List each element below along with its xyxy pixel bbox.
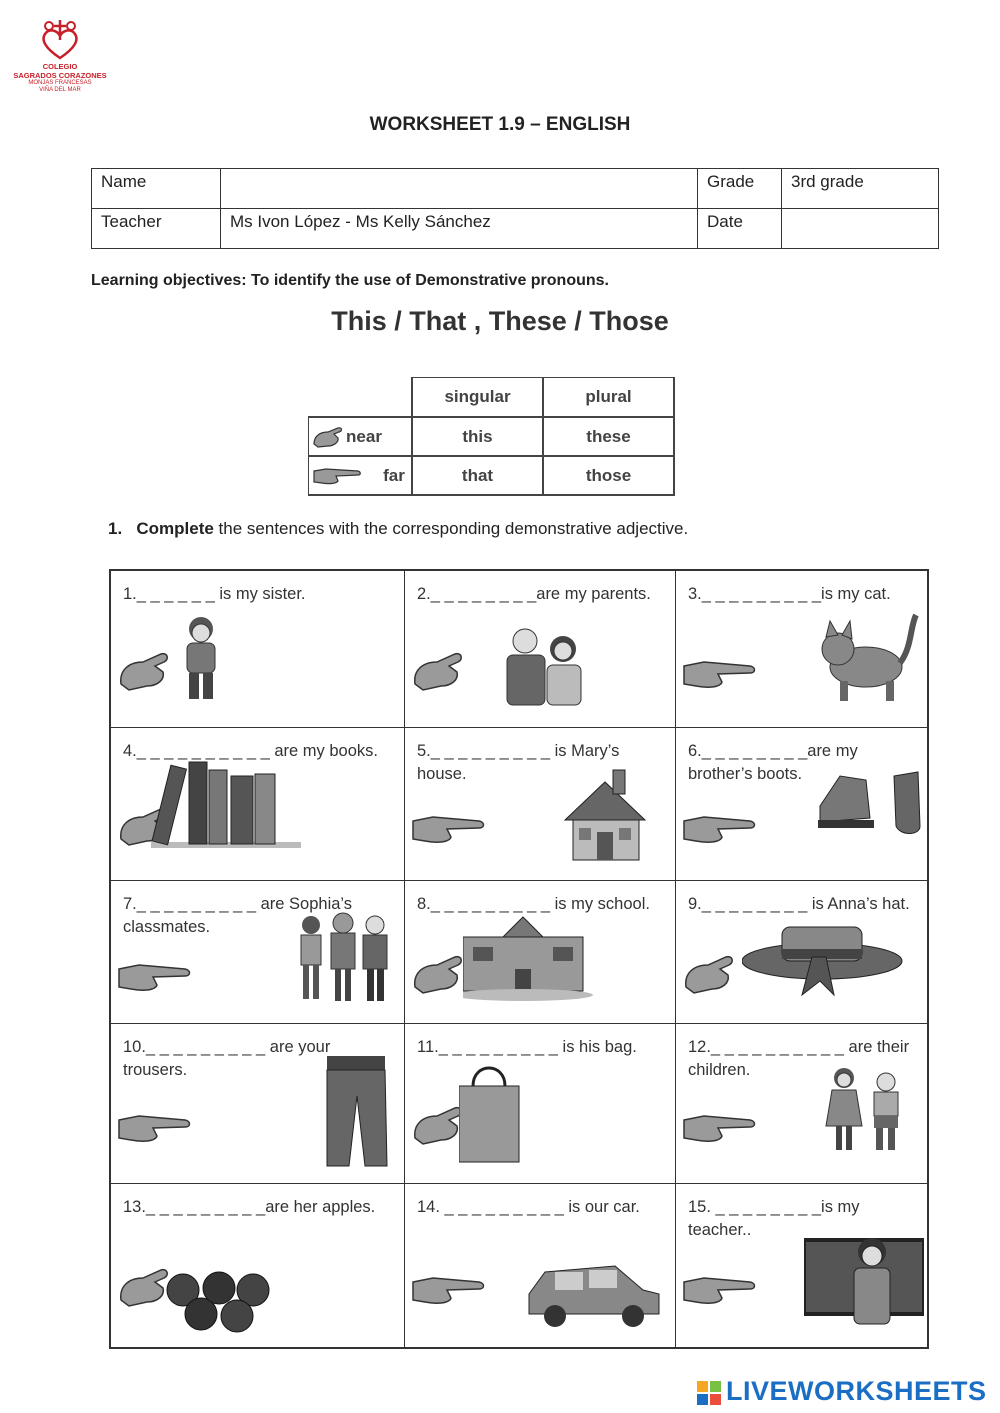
- cell-those: those: [585, 465, 632, 485]
- teacher-value: Ms Ivon López - Ms Kelly Sánchez: [221, 209, 698, 249]
- girl-illustration-icon: [171, 611, 241, 711]
- header-plural: plural: [585, 387, 632, 406]
- logo-line-2: SAGRADOS CORAZONES: [13, 71, 107, 80]
- far-pointing-hand-icon: [682, 1272, 758, 1306]
- worksheet-title: WORKSHEET 1.9 – ENGLISH: [369, 114, 631, 135]
- row-near: near: [346, 426, 382, 446]
- exercise-10: [111, 1024, 405, 1184]
- exercise-sentence[interactable]: 3._ _ _ _ _ _ _ _ _is my cat.: [688, 585, 891, 603]
- exercise-7: [111, 881, 405, 1024]
- exercise-sentence[interactable]: 2._ _ _ _ _ _ _ _are my parents.: [417, 585, 651, 603]
- near-pointing-hand-icon: [682, 947, 738, 997]
- hat-illustration-icon: [742, 921, 908, 1003]
- instruction-number: 1.: [108, 519, 123, 538]
- trousers-illustration-icon: [325, 1056, 391, 1174]
- exercise-12: [676, 1024, 927, 1184]
- books-illustration-icon: [151, 756, 301, 852]
- far-pointing-hand-icon: [411, 811, 487, 845]
- sacred-hearts-emblem-icon: [35, 18, 85, 62]
- far-pointing-hand-icon: [117, 959, 193, 993]
- exercise-5: [405, 728, 676, 881]
- exercise-sentence[interactable]: 12._ _ _ _ _ _ _ _ _ _ are their children.: [688, 1038, 910, 1079]
- exercise-sentence[interactable]: 9._ _ _ _ _ _ _ _ is Anna’s hat.: [688, 895, 910, 913]
- exercise-sentence[interactable]: 8._ _ _ _ _ _ _ _ _ is my school.: [417, 895, 650, 913]
- cell-that: that: [461, 465, 494, 485]
- far-pointing-hand-icon: [682, 811, 758, 845]
- cell-these: these: [586, 426, 631, 446]
- school-logo: [10, 18, 110, 110]
- apples-illustration-icon: [163, 1250, 275, 1340]
- far-pointing-hand-icon: [117, 1110, 193, 1144]
- far-pointing-hand-icon: [682, 656, 758, 690]
- school-illustration-icon: [463, 907, 593, 1007]
- near-pointing-hand-icon: [411, 644, 467, 694]
- student-info-table: [91, 168, 939, 249]
- far-pointing-hand-icon: [411, 1272, 487, 1306]
- exercise-4: [111, 728, 405, 881]
- near-pointing-hand-icon: [117, 644, 173, 694]
- exercise-sentence[interactable]: 6._ _ _ _ _ _ _ _are my brother’s boots.: [688, 742, 858, 783]
- exercise-sentence[interactable]: 5._ _ _ _ _ _ _ _ _ is Mary’s house.: [417, 742, 620, 783]
- exercise-sentence[interactable]: 11._ _ _ _ _ _ _ _ _ is his bag.: [417, 1038, 637, 1056]
- exercise-sentence[interactable]: 1._ _ _ _ _ _ is my sister.: [123, 585, 306, 603]
- liveworksheets-footer: [696, 1376, 996, 1410]
- exercise-3: [676, 571, 927, 728]
- liveworksheets-brand: LIVEWORKSHEETS: [726, 1376, 987, 1406]
- header-singular: singular: [444, 387, 511, 406]
- name-field[interactable]: [221, 169, 698, 209]
- cell-this: this: [462, 426, 493, 446]
- exercise-1: [111, 571, 405, 728]
- near-pointing-hand-icon: [411, 947, 467, 997]
- exercise-8: [405, 881, 676, 1024]
- far-pointing-hand-icon: [682, 1110, 758, 1144]
- demonstratives-table: [308, 377, 676, 497]
- boots-illustration-icon: [810, 766, 927, 842]
- children-illustration-icon: [824, 1064, 924, 1176]
- car-illustration-icon: [525, 1252, 667, 1332]
- teacher-illustration-icon: [804, 1234, 924, 1336]
- exercise-instruction: [108, 519, 688, 539]
- exercise-sentence[interactable]: 7._ _ _ _ _ _ _ _ _ are Sophia’s classmates.: [123, 895, 353, 936]
- learning-objectives: Learning objectives: To identify the use of Demonstrative pronouns.: [91, 272, 609, 289]
- bag-illustration-icon: [459, 1056, 525, 1168]
- exercise-sentence[interactable]: 13._ _ _ _ _ _ _ _ _are her apples.: [123, 1198, 376, 1216]
- grade-value: 3rd grade: [782, 169, 939, 209]
- teacher-label: Teacher: [92, 209, 221, 249]
- exercise-15: [676, 1184, 927, 1347]
- exercise-13: [111, 1184, 405, 1347]
- house-illustration-icon: [555, 766, 665, 866]
- instruction-text: the sentences with the corresponding demonstrative adjective.: [213, 519, 689, 538]
- liveworksheets-logo-icon: [696, 1380, 722, 1406]
- exercise-6: [676, 728, 927, 881]
- exercise-14: [405, 1184, 676, 1347]
- logo-line-4: VIÑA DEL MAR: [39, 87, 81, 93]
- classmates-illustration-icon: [291, 911, 395, 1017]
- grammar-heading: This / That , These / Those: [331, 306, 669, 336]
- parents-illustration-icon: [497, 623, 597, 719]
- exercise-sentence[interactable]: 14. _ _ _ _ _ _ _ _ _ is our car.: [417, 1198, 640, 1216]
- exercise-grid: [109, 569, 929, 1349]
- logo-line-3: MONJAS FRANCESAS: [28, 80, 92, 86]
- exercise-sentence[interactable]: 4._ _ _ _ _ _ _ _ _ _ are my books.: [123, 742, 378, 760]
- cat-illustration-icon: [816, 607, 927, 717]
- name-label: Name: [92, 169, 221, 209]
- far-hand-icon: [312, 465, 362, 487]
- exercise-9: [676, 881, 927, 1024]
- grade-label: Grade: [698, 169, 782, 209]
- exercise-2: [405, 571, 676, 728]
- instruction-verb: Complete: [136, 519, 214, 538]
- date-field[interactable]: [782, 209, 939, 249]
- row-far: far: [383, 465, 405, 485]
- exercise-sentence[interactable]: 10._ _ _ _ _ _ _ _ _ are your trousers.: [123, 1038, 331, 1079]
- exercise-11: [405, 1024, 676, 1184]
- date-label: Date: [698, 209, 782, 249]
- exercise-sentence[interactable]: 15. _ _ _ _ _ _ _ _is my teacher..: [688, 1198, 860, 1239]
- logo-line-1: COLEGIO: [42, 62, 78, 71]
